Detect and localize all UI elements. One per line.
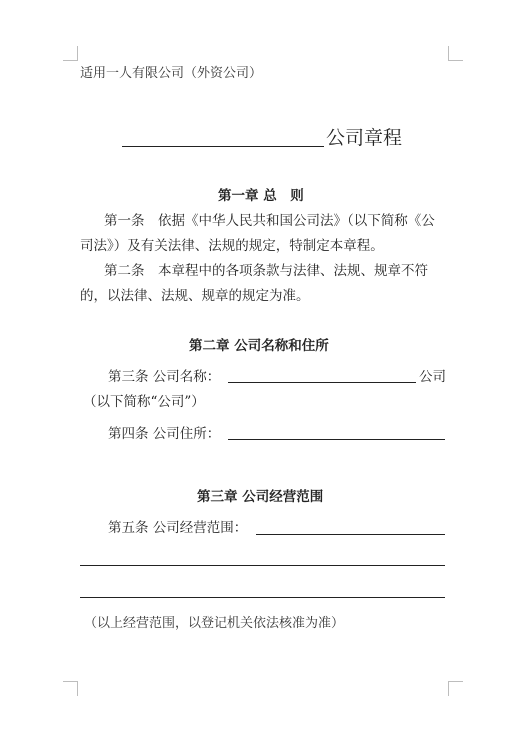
article-3-suffix: 公司: [419, 369, 446, 385]
applicable-note: 适用一人有限公司（外资公司）: [80, 66, 263, 81]
article-5-label: 第五条 公司经营范围：: [108, 520, 248, 536]
article-2-line-1: 第二条 本章程中的各项条款与法律、法规、规章不符: [104, 263, 428, 279]
crop-mark-bottom-left: [63, 681, 78, 696]
chapter-2-heading: 第二章 公司名称和住所: [189, 338, 329, 354]
chapter-1-heading: 第一章 总 则: [218, 188, 304, 204]
article-1-line-1: 第一条 依据《中华人民共和国公司法》（以下简称《公: [104, 213, 435, 229]
article-3-line-2: （以下简称“公司”）: [83, 394, 205, 410]
company-name-field[interactable]: [228, 382, 416, 383]
crop-mark-top-right: [448, 46, 463, 61]
article-1-line-2: 司法》）及有关法律、法规的规定，特制定本章程。: [80, 238, 384, 254]
business-scope-field[interactable]: [256, 534, 445, 535]
crop-mark-bottom-right: [448, 681, 463, 696]
company-name-blank[interactable]: [122, 146, 324, 147]
article-4-label: 第四条 公司住所：: [108, 426, 221, 442]
business-scope-blank-line-1[interactable]: [80, 565, 445, 566]
chapter-3-heading: 第三章 公司经营范围: [197, 489, 324, 505]
article-3-label: 第三条 公司名称：: [108, 369, 221, 385]
crop-mark-top-left: [63, 46, 78, 61]
company-address-field[interactable]: [228, 439, 445, 440]
business-scope-note: （以上经营范围，以登记机关依法核准为准）: [84, 616, 345, 631]
business-scope-blank-line-2[interactable]: [80, 597, 445, 598]
document-title: 公司章程: [326, 127, 403, 149]
article-2-line-2: 的，以法律、法规、规章的规定为准。: [80, 288, 310, 304]
